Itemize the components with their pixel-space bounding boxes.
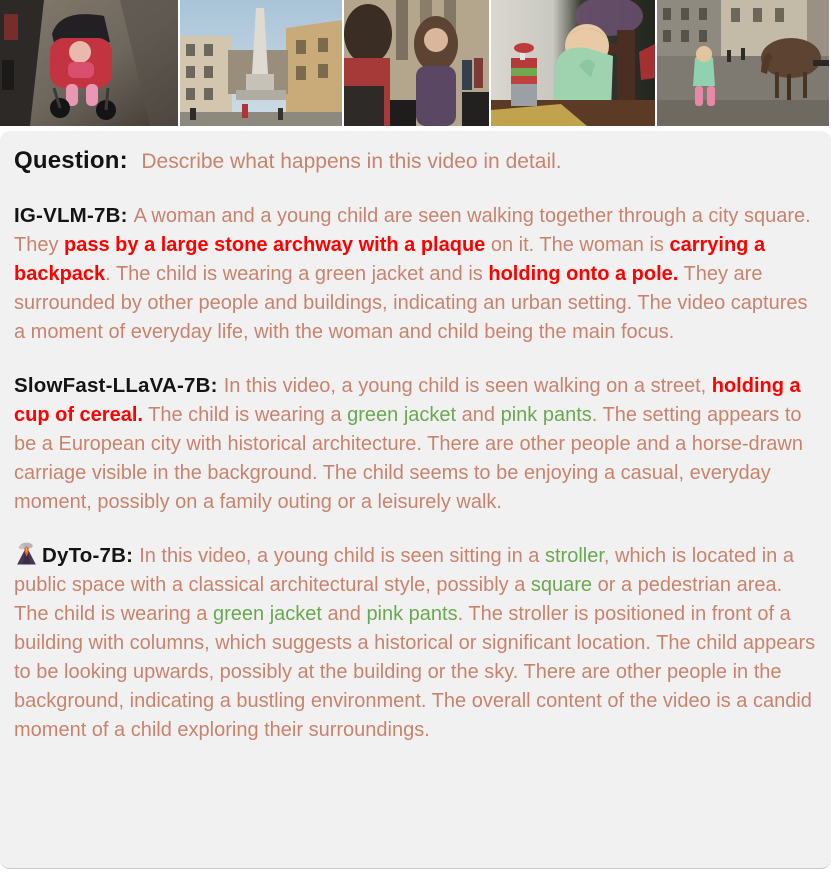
video-frame-2-square-obelisk (180, 0, 342, 126)
answer-dyto-7b (14, 541, 821, 745)
answer-segment-wrong: carrying a backpack (14, 234, 766, 285)
answer-segment-normal: In this video, a young child is seen walking on a street, (223, 375, 712, 397)
answer-text-dyto-7b (14, 545, 815, 741)
answer-segment-correct: green jacket (347, 404, 457, 426)
qa-panel (0, 131, 831, 869)
frame-1-art (0, 0, 178, 126)
answer-segment-correct: pink pants (366, 603, 458, 625)
answer-segment-correct: pink pants (500, 404, 592, 426)
video-frame-3-two-women (344, 0, 489, 126)
answer-slowfast-llava-7b (14, 371, 821, 517)
answer-segment-correct: stroller (544, 545, 604, 567)
answer-segment-correct: square (530, 574, 593, 596)
video-frame-strip (0, 0, 831, 127)
question-label: Question: (14, 147, 128, 174)
answer-segment-normal: In this video, a young child is seen sitting in a (139, 545, 545, 567)
answer-segment-wrong: pass by a large stone archway with a plaque (64, 234, 486, 256)
answer-segment-wrong: holding onto a pole. (488, 263, 679, 285)
model-label-dyto-7b: DyTo-7B: (42, 544, 134, 567)
answer-segment-normal: and (456, 404, 501, 426)
answer-segment-wrong: holding a cup of cereal. (14, 375, 801, 426)
model-label-slowfast-llava-7b: SlowFast-LLaVA-7B: (14, 374, 218, 397)
model-label-ig-vlm-7b: IG-VLM-7B: (14, 204, 128, 227)
question-line (14, 146, 821, 177)
question-text: Describe what happens in this video in detail. (141, 150, 562, 173)
answer-segment-normal: . The child is wearing a green jacket and is (105, 263, 489, 285)
answer-segment-normal: . The stroller is positioned in front of a building with columns, which suggests a historical or significant location. The child appears to be looking upwards, possibly at the building or the sky. There are other people in the background, indicating a bustling environment. The overall content of the video is a candid moment of a child exploring their surroundings. (14, 603, 816, 741)
answer-segment-normal: or a pedestrian area. The child is wearing a (14, 574, 783, 625)
video-frame-4-toddler-at-table (491, 0, 655, 126)
answer-segment-normal: The child is wearing a (142, 404, 348, 426)
answer-segment-normal: A woman and a young child are seen walking together through a city square. They (14, 205, 811, 256)
frame-5-art (657, 0, 829, 126)
answer-segment-correct: green jacket (212, 603, 322, 625)
frame-4-art (491, 0, 655, 126)
answer-segment-normal: , which is located in a public space with a classical architectural style, possibly a (14, 545, 794, 596)
frame-3-art (344, 0, 489, 126)
frame-2-art (180, 0, 342, 126)
answer-text-ig-vlm-7b (14, 205, 811, 343)
volcano-icon (14, 541, 39, 566)
answer-segment-normal: and (321, 603, 367, 625)
answer-ig-vlm-7b (14, 201, 821, 347)
video-frame-5-plaza-horse (657, 0, 829, 126)
video-frame-1-child-in-stroller (0, 0, 178, 126)
answer-segment-normal: . The setting appears to be a European city with historical architecture. There are other people and a horse-drawn carriage visible in the background. The child seems to be enjoying a casual, everyday moment, possibly on a family outing or a leisurely walk. (14, 404, 803, 513)
answer-segment-normal: on it. The woman is (485, 234, 670, 256)
answer-segment-normal: They are surrounded by other people and buildings, indicating an urban setting. The video captures a moment of everyday life, with the woman and child being the main focus. (14, 263, 808, 343)
